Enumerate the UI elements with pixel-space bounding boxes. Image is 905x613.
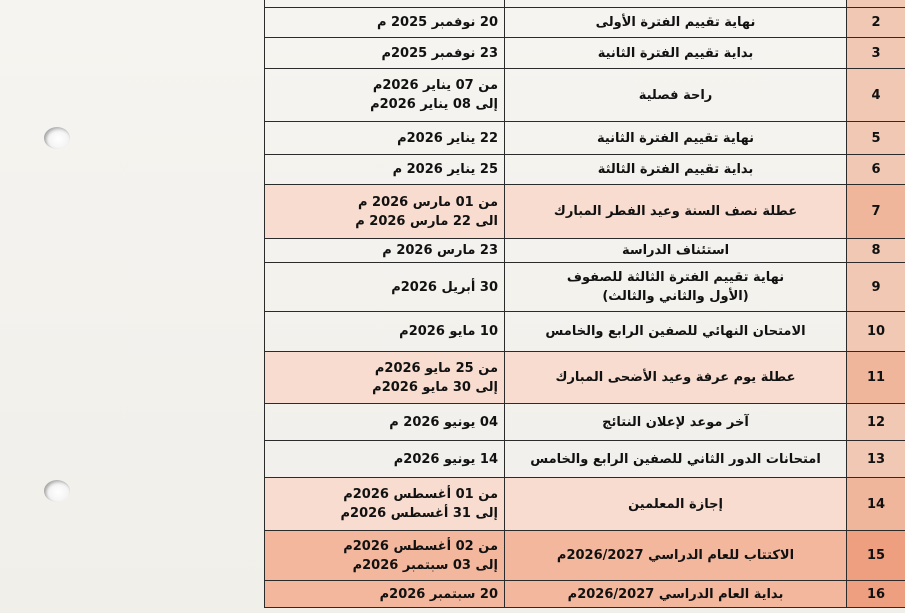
row-number: 11 <box>847 352 905 404</box>
event-cell: آخر موعد لإعلان النتائج <box>505 404 847 441</box>
table-row <box>265 239 905 263</box>
date-cell: من 02 أغسطس 2026م إلى 03 سبتمبر 2026م <box>265 531 505 581</box>
date-cell: 22 يناير 2026م <box>265 122 505 155</box>
event-cell: الاكتتاب للعام الدراسي 2026/2027م <box>505 531 847 581</box>
row-number: 9 <box>847 263 905 312</box>
table-row <box>265 8 905 38</box>
event-cell: نهاية تقييم الفترة الأولى <box>505 8 847 38</box>
row-number: 7 <box>847 185 905 239</box>
event-cell: استئناف الدراسة <box>505 239 847 263</box>
table-row <box>265 352 905 404</box>
row-number: 10 <box>847 312 905 352</box>
row-number <box>847 0 905 8</box>
row-number: 5 <box>847 122 905 155</box>
binder-hole <box>44 127 70 149</box>
row-number: 4 <box>847 69 905 122</box>
table-row <box>265 581 905 608</box>
event-cell: إجازة المعلمين <box>505 478 847 531</box>
table-row <box>265 122 905 155</box>
date-cell: 30 أبريل 2026م <box>265 263 505 312</box>
table-row <box>265 441 905 478</box>
table-row <box>265 263 905 312</box>
date-cell: 23 مارس 2026 م <box>265 239 505 263</box>
row-number: 13 <box>847 441 905 478</box>
table-row <box>265 478 905 531</box>
date-cell: 14 يونيو 2026م <box>265 441 505 478</box>
table-row <box>265 312 905 352</box>
event-cell <box>505 0 847 8</box>
row-number: 14 <box>847 478 905 531</box>
date-cell: من 25 مايو 2026م إلى 30 مايو 2026م <box>265 352 505 404</box>
row-number: 15 <box>847 531 905 581</box>
row-number: 6 <box>847 155 905 185</box>
event-cell: راحة فصلية <box>505 69 847 122</box>
table-row <box>265 531 905 581</box>
event-cell: الامتحان النهائي للصفين الرابع والخامس <box>505 312 847 352</box>
event-cell: عطلة يوم عرفة وعيد الأضحى المبارك <box>505 352 847 404</box>
event-cell: عطلة نصف السنة وعيد الفطر المبارك <box>505 185 847 239</box>
date-cell: 04 يونيو 2026 م <box>265 404 505 441</box>
date-cell: من 01 مارس 2026 م الى 22 مارس 2026 م <box>265 185 505 239</box>
event-cell: بداية تقييم الفترة الثانية <box>505 38 847 69</box>
row-number: 12 <box>847 404 905 441</box>
table-row <box>265 69 905 122</box>
row-number: 3 <box>847 38 905 69</box>
date-cell: 20 سبتمبر 2026م <box>265 581 505 608</box>
row-number: 16 <box>847 581 905 608</box>
row-number: 8 <box>847 239 905 263</box>
event-cell: بداية تقييم الفترة الثالثة <box>505 155 847 185</box>
table-row <box>265 404 905 441</box>
date-cell: من 01 أغسطس 2026م إلى 31 أغسطس 2026م <box>265 478 505 531</box>
date-cell: 25 يناير 2026 م <box>265 155 505 185</box>
event-cell: امتحانات الدور الثاني للصفين الرابع والخامس <box>505 441 847 478</box>
date-cell <box>265 0 505 8</box>
event-cell: بداية العام الدراسي 2026/2027م <box>505 581 847 608</box>
row-number: 2 <box>847 8 905 38</box>
date-cell: من 07 يناير 2026م إلى 08 يناير 2026م <box>265 69 505 122</box>
table-row <box>265 38 905 69</box>
event-cell: نهاية تقييم الفترة الثانية <box>505 122 847 155</box>
table-row <box>265 185 905 239</box>
table-row <box>265 155 905 185</box>
table-row <box>265 0 905 8</box>
date-cell: 23 نوفمبر 2025م <box>265 38 505 69</box>
event-cell: نهاية تقييم الفترة الثالثة للصفوف (الأول والثاني والثالث) <box>505 263 847 312</box>
date-cell: 20 نوفمبر 2025 م <box>265 8 505 38</box>
academic-calendar-table <box>264 0 905 608</box>
date-cell: 10 مايو 2026م <box>265 312 505 352</box>
binder-hole <box>44 480 70 502</box>
